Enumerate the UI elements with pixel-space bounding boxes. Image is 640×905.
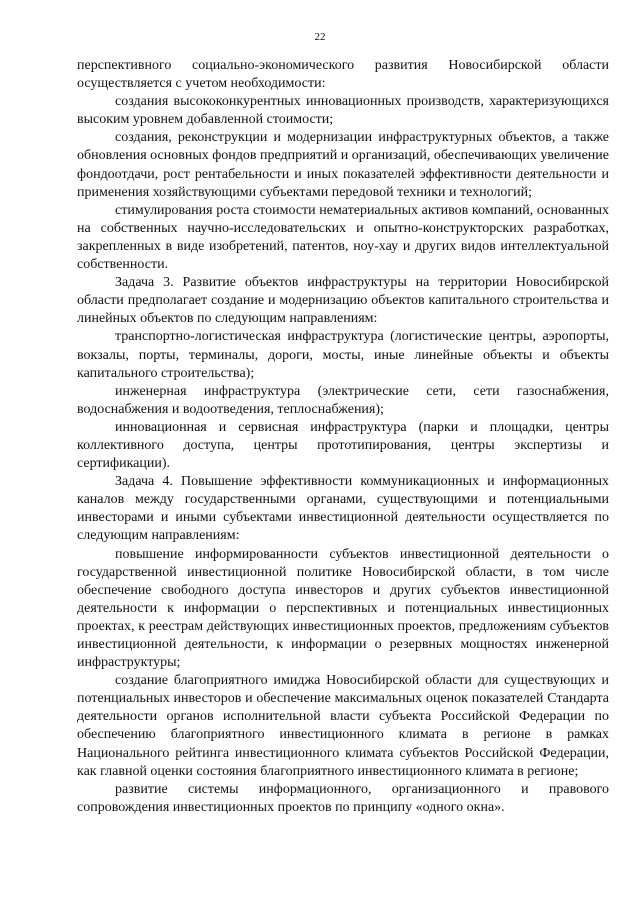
paragraph-list-item: стимулирования роста стоимости нематериальных активов компаний, основанных на собственных научно-исследовательских и опытно-конструкторских разработках, закрепленных в виде изобретений, патентов, ноу-хау и других видов интеллектуальной собственности.: [77, 202, 609, 273]
paragraph-intro: перспективного социально-экономического развития Новосибирской области осуществляется с учетом необходимости:: [77, 58, 609, 92]
paragraph-list-item: инженерная инфраструктура (электрические сети, сети газоснабжения, водоснабжения и водоотведения, теплоснабжения);: [77, 383, 609, 417]
paragraph-list-item: создания, реконструкции и модернизации инфраструктурных объектов, а также обновления основных фондов предприятий и организаций, обеспечивающих увеличение фондоотдачи, рост рентабельности и иных показателей эффективности деятельности и применения хозяйствующими субъектами передовой техники и технологий;: [77, 130, 609, 200]
paragraph-task-3: Задача 3. Развитие объектов инфраструктуры на территории Новосибирской области предполагает создание и модернизацию объектов капитального строительства и линейных объектов по следующим направлениям:: [77, 275, 609, 327]
page-number: 22: [314, 31, 326, 43]
paragraph-list-item: развитие системы информационного, организационного и правового сопровождения инвестиционных проектов по принципу «одного окна».: [77, 781, 609, 815]
paragraph-list-item: повышение информированности субъектов инвестиционной деятельности о государственной инвестиционной политике Новосибирской области, в том числе обеспечение свободного доступа инвесторов и других субъектов инвестиционной деятельности к информации о перспективных и потенциальных инвестиционных проектах, к реестрам действующих инвестиционных проектов, предложениям субъектов инвестиционной деятельности, к информации о резервных мощностях инженерной инфраструктуры;: [77, 546, 609, 671]
paragraph-list-item: создания высококонкурентных инновационных производств, характеризующихся высоким уровнем добавленной стоимости;: [77, 94, 609, 128]
paragraph-list-item: транспортно-логистическая инфраструктура (логистические центры, аэропорты, вокзалы, порты, терминалы, дороги, мосты, иные линейные объекты и объекты капитального строительства);: [77, 329, 609, 381]
paragraph-list-item: создание благоприятного имиджа Новосибирской области для существующих и потенциальных инвесторов и обеспечение максимальных оценок показателей Стандарта деятельности органов исполнительной власти субъекта Российской Федерации по обеспечению благоприятного инвестиционного климата в регионе в рамках Национального рейтинга инвестиционного климата субъектов Российской Федерации, как главной оценки состояния благоприятного инвестиционного климата в регионе;: [77, 673, 609, 779]
document-body: [77, 57, 609, 817]
paragraph-task-4: Задача 4. Повышение эффективности коммуникационных и информационных каналов между государственными органами, существующими и потенциальными инвесторами и иными субъектами инвестиционной деятельности осуществляется по следующим направлениям:: [77, 474, 609, 544]
paragraph-list-item: инновационная и сервисная инфраструктура (парки и площадки, центры коллективного доступа, центры прототипирования, центры экспертизы и сертификации).: [77, 419, 609, 472]
